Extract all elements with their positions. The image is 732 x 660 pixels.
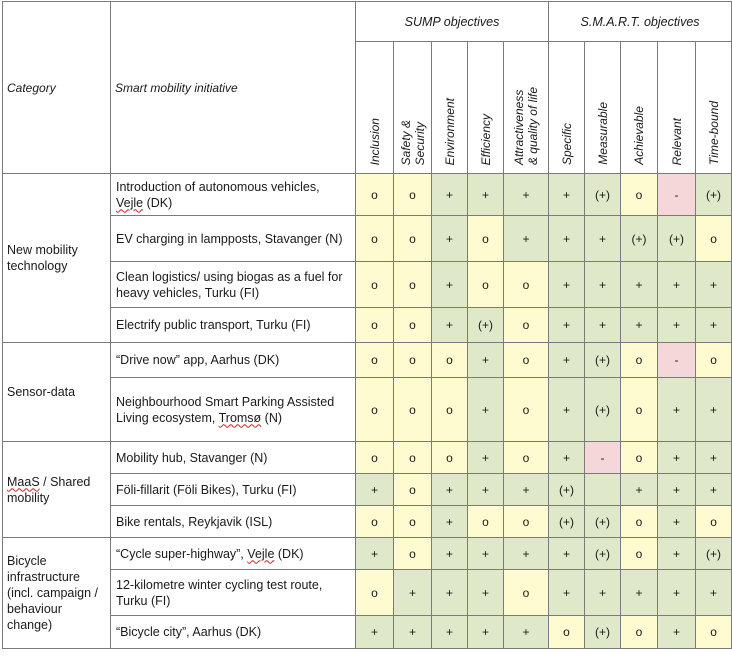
score-cell: + — [432, 174, 468, 216]
score-cell: o — [468, 506, 504, 538]
score-cell: + — [585, 308, 621, 343]
score-cell: o — [504, 308, 549, 343]
score-cell: o — [504, 378, 549, 442]
score-cell: o — [504, 262, 549, 308]
score-cell: + — [468, 538, 504, 570]
score-cell: + — [696, 378, 732, 442]
score-cell: o — [394, 343, 432, 378]
score-cell: (+) — [585, 538, 621, 570]
initiative-cell: Clean logistics/ using biogas as a fuel for heavy vehicles, Turku (FI) — [111, 262, 356, 308]
score-cell: + — [468, 442, 504, 474]
table-row — [3, 570, 732, 616]
header-col-safety-security — [394, 42, 432, 174]
score-cell: o — [504, 570, 549, 616]
score-cell: (+) — [585, 378, 621, 442]
table-row — [3, 442, 732, 474]
score-cell: + — [432, 570, 468, 616]
score-cell: + — [468, 378, 504, 442]
score-cell — [585, 474, 621, 506]
header-col-label: Efficiency — [478, 113, 493, 165]
header-col-label: Relevant — [669, 117, 684, 165]
score-cell: o — [356, 442, 394, 474]
objectives-table — [2, 1, 732, 649]
score-cell: o — [432, 343, 468, 378]
category-cell: MaaS / Shared mobility — [3, 442, 111, 538]
score-cell: + — [658, 378, 696, 442]
header-col-label: Achievable — [632, 106, 647, 165]
table-row — [3, 262, 732, 308]
score-cell: + — [504, 216, 549, 262]
header-smart-objectives: S.M.A.R.T. objectives — [549, 2, 732, 42]
score-cell: + — [621, 262, 658, 308]
score-cell: o — [504, 506, 549, 538]
score-cell: + — [432, 216, 468, 262]
score-cell: + — [394, 616, 432, 649]
score-cell: o — [621, 442, 658, 474]
header-sump-objectives: SUMP objectives — [356, 2, 549, 42]
score-cell: + — [658, 616, 696, 649]
score-cell: + — [504, 538, 549, 570]
score-cell: + — [432, 308, 468, 343]
score-cell: + — [356, 616, 394, 649]
score-cell: + — [504, 616, 549, 649]
score-cell: o — [549, 616, 585, 649]
initiative-cell: EV charging in lampposts, Stavanger (N) — [111, 216, 356, 262]
score-cell: (+) — [549, 474, 585, 506]
score-cell: o — [356, 506, 394, 538]
score-cell: o — [356, 343, 394, 378]
score-cell: o — [621, 378, 658, 442]
table-row — [3, 308, 732, 343]
score-cell: - — [658, 174, 696, 216]
score-cell: + — [585, 570, 621, 616]
score-cell: o — [432, 378, 468, 442]
score-cell: o — [504, 442, 549, 474]
score-cell: + — [549, 174, 585, 216]
score-cell: (+) — [696, 538, 732, 570]
score-cell: o — [356, 174, 394, 216]
header-col-label: Environment — [442, 97, 457, 165]
initiative-cell: Föli-fillarit (Föli Bikes), Turku (FI) — [111, 474, 356, 506]
score-cell: + — [468, 474, 504, 506]
score-cell: o — [394, 378, 432, 442]
score-cell: + — [549, 343, 585, 378]
score-cell: (+) — [585, 343, 621, 378]
score-cell: - — [585, 442, 621, 474]
score-cell: o — [356, 378, 394, 442]
header-category: Category — [3, 2, 111, 174]
score-cell: + — [504, 474, 549, 506]
header-col-time-bound — [696, 42, 732, 174]
score-cell: o — [394, 442, 432, 474]
initiative-cell: 12-kilometre winter cycling test route, Turku (FI) — [111, 570, 356, 616]
score-cell: + — [696, 442, 732, 474]
score-cell: o — [394, 474, 432, 506]
score-cell: o — [696, 343, 732, 378]
score-cell: + — [658, 442, 696, 474]
score-cell: o — [394, 308, 432, 343]
category-cell: New mobility technology — [3, 174, 111, 343]
score-cell: (+) — [585, 616, 621, 649]
score-cell: o — [696, 506, 732, 538]
table-row — [3, 474, 732, 506]
score-cell: + — [549, 308, 585, 343]
score-cell: (+) — [621, 216, 658, 262]
score-cell: + — [696, 570, 732, 616]
score-cell: + — [468, 174, 504, 216]
table-row — [3, 506, 732, 538]
score-cell: + — [621, 474, 658, 506]
header-col-label: Specific — [559, 122, 574, 165]
score-cell: + — [549, 262, 585, 308]
score-cell: + — [549, 442, 585, 474]
score-cell: o — [394, 174, 432, 216]
score-cell: o — [394, 216, 432, 262]
score-cell: + — [621, 570, 658, 616]
initiative-cell: “Bicycle city”, Aarhus (DK) — [111, 616, 356, 649]
score-cell: + — [549, 216, 585, 262]
score-cell: + — [432, 506, 468, 538]
score-cell: + — [658, 506, 696, 538]
header-col-measurable — [585, 42, 621, 174]
header-col-environment — [432, 42, 468, 174]
score-cell: + — [549, 570, 585, 616]
score-cell: o — [504, 343, 549, 378]
initiative-cell: Mobility hub, Stavanger (N) — [111, 442, 356, 474]
score-cell: + — [432, 538, 468, 570]
score-cell: (+) — [585, 174, 621, 216]
header-col-relevant — [658, 42, 696, 174]
score-cell: (+) — [549, 506, 585, 538]
score-cell: (+) — [658, 216, 696, 262]
score-cell: + — [658, 308, 696, 343]
header-col-label: Inclusion — [367, 117, 382, 165]
initiative-cell: Bike rentals, Reykjavik (ISL) — [111, 506, 356, 538]
score-cell: + — [658, 262, 696, 308]
table-row — [3, 174, 732, 216]
score-cell: + — [394, 570, 432, 616]
score-cell: o — [696, 216, 732, 262]
score-cell: + — [621, 308, 658, 343]
score-cell: + — [696, 262, 732, 308]
initiative-cell: Electrify public transport, Turku (FI) — [111, 308, 356, 343]
score-cell: + — [468, 616, 504, 649]
score-cell: o — [621, 343, 658, 378]
category-cell: Bicycle infrastructure (incl. campaign / behaviour change) — [3, 538, 111, 649]
score-cell: + — [585, 262, 621, 308]
score-cell: o — [468, 216, 504, 262]
header-col-label: Time-bound — [706, 101, 721, 165]
score-cell: o — [432, 442, 468, 474]
table-row — [3, 343, 732, 378]
score-cell: + — [356, 538, 394, 570]
initiative-cell: “Drive now” app, Aarhus (DK) — [111, 343, 356, 378]
score-cell: + — [468, 570, 504, 616]
header-col-specific — [549, 42, 585, 174]
header-col-inclusion — [356, 42, 394, 174]
score-cell: + — [658, 474, 696, 506]
header-initiative: Smart mobility initiative — [111, 2, 356, 174]
score-cell: + — [468, 343, 504, 378]
header-col-label: Attractiveness & quality of life — [512, 86, 540, 165]
score-cell: o — [356, 216, 394, 262]
initiative-cell: Introduction of autonomous vehicles, Vejle (DK) — [111, 174, 356, 216]
score-cell: o — [356, 308, 394, 343]
category-cell: Sensor-data — [3, 343, 111, 442]
score-cell: + — [432, 262, 468, 308]
score-cell: + — [658, 538, 696, 570]
score-cell: o — [394, 506, 432, 538]
score-cell: o — [356, 570, 394, 616]
score-cell: (+) — [696, 174, 732, 216]
score-cell: + — [549, 378, 585, 442]
score-cell: o — [621, 538, 658, 570]
score-cell: + — [356, 474, 394, 506]
score-cell: o — [356, 262, 394, 308]
table-row — [3, 538, 732, 570]
header-col-label: Measurable — [595, 102, 610, 165]
score-cell: - — [658, 343, 696, 378]
score-cell: + — [432, 616, 468, 649]
header-col-efficiency — [468, 42, 504, 174]
score-cell: + — [696, 474, 732, 506]
score-cell: o — [696, 616, 732, 649]
table-row — [3, 616, 732, 649]
table-row — [3, 216, 732, 262]
score-cell: + — [658, 570, 696, 616]
score-cell: + — [585, 216, 621, 262]
score-cell: o — [468, 262, 504, 308]
score-cell: (+) — [468, 308, 504, 343]
score-cell: o — [621, 616, 658, 649]
header-col-attractiveness-quality-of-life — [504, 42, 549, 174]
score-cell: + — [504, 174, 549, 216]
score-cell: + — [696, 308, 732, 343]
score-cell: (+) — [585, 506, 621, 538]
header-col-label: Safety & Security — [398, 119, 427, 165]
score-cell: o — [621, 174, 658, 216]
score-cell: o — [394, 262, 432, 308]
header-col-achievable — [621, 42, 658, 174]
initiative-cell: “Cycle super-highway”, Vejle (DK) — [111, 538, 356, 570]
table-row — [3, 378, 732, 442]
score-cell: o — [394, 538, 432, 570]
score-cell: + — [549, 538, 585, 570]
score-cell: o — [621, 506, 658, 538]
score-cell: + — [432, 474, 468, 506]
initiative-cell: Neighbourhood Smart Parking Assisted Living ecosystem, Tromsø (N) — [111, 378, 356, 442]
